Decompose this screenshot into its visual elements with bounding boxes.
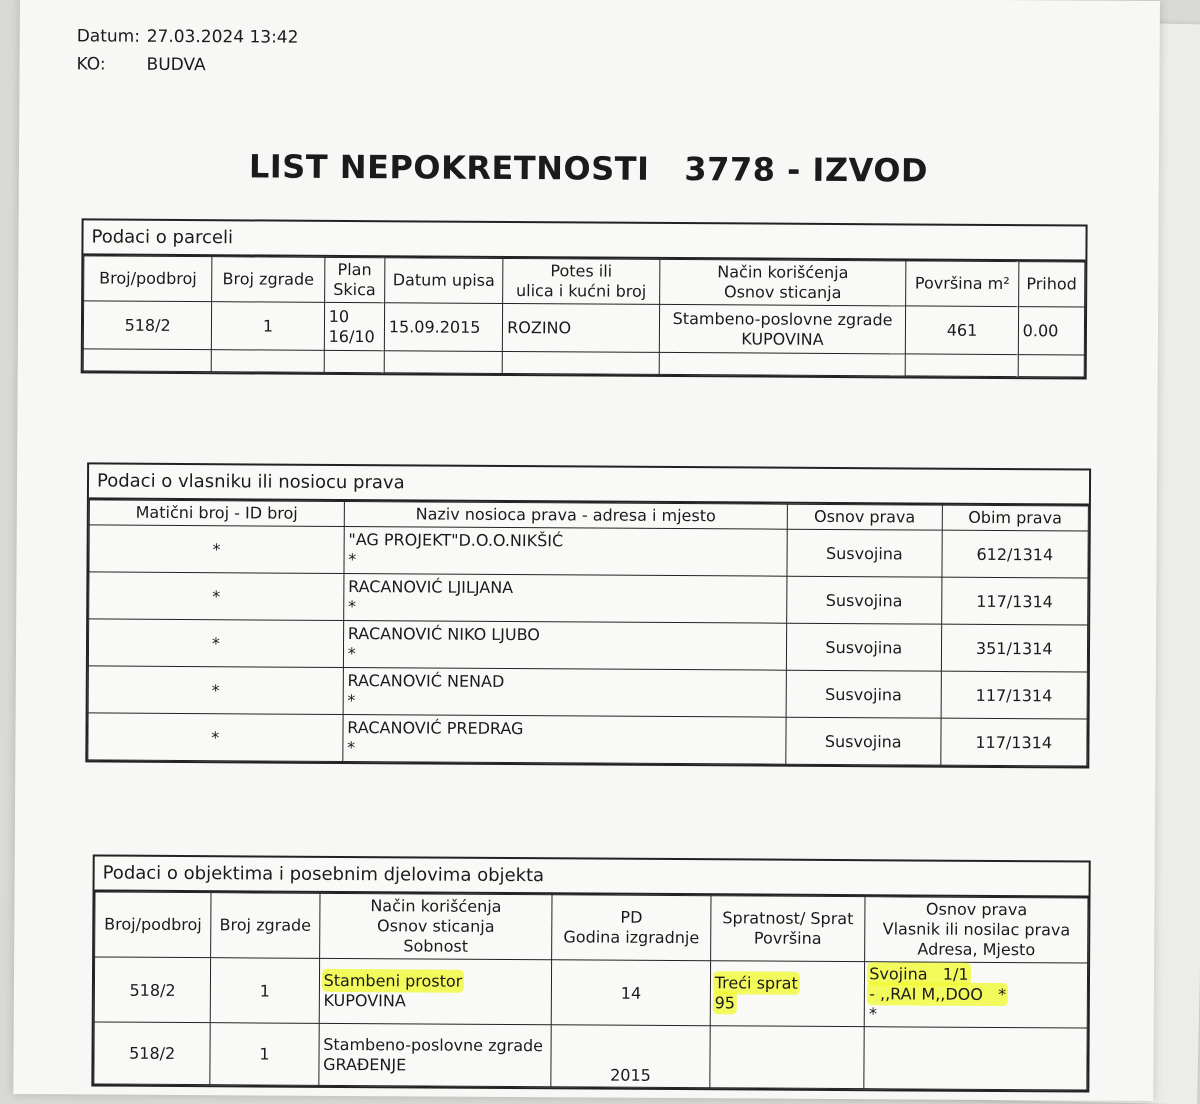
parcel-potes: ROZINO (503, 303, 660, 352)
table-row (89, 525, 1088, 578)
owner-id: * (88, 713, 343, 762)
building-broj: 518/2 (94, 1022, 211, 1085)
building-broj: 518/2 (94, 957, 211, 1023)
parcel-osnov: KUPOVINA (741, 328, 824, 349)
building-pravo-vlasnik (864, 1027, 1087, 1090)
owner-adresa: * (347, 644, 356, 664)
col-naziv-nosioca: Naziv nosioca prava - adresa i mjesto (344, 501, 787, 529)
document-meta (76, 22, 298, 79)
building-osnov: GRAĐENJE (323, 1054, 407, 1074)
owner-adresa: * (347, 738, 356, 758)
building-nacin: Stambeno-poslovne zgrade (323, 1034, 544, 1055)
owner-table (87, 499, 1089, 766)
owner-naziv-adresa (344, 526, 788, 576)
building-nacin: Stambeni prostor (323, 970, 463, 991)
ko-line (76, 50, 298, 79)
parcel-skica: 16/10 (328, 326, 375, 346)
parcel-nacin-osnov (659, 304, 906, 354)
building-osnov: KUPOVINA (323, 990, 406, 1011)
building-nacin-osnov (318, 1023, 551, 1086)
owner-osnov: Susvojina (787, 529, 942, 577)
ko-value: BUDVA (146, 54, 206, 76)
owner-osnov: Susvojina (787, 576, 942, 624)
col-maticni-broj: Matični broj - ID broj (89, 500, 344, 527)
table-row (88, 666, 1087, 719)
parcel-plan: 10 (328, 306, 350, 326)
owner-id: * (88, 619, 343, 668)
building-section-heading: Podaci o objektima i posebnim djelovima objekta (95, 856, 1089, 897)
parcel-section-heading: Podaci o parceli (83, 220, 1085, 261)
owner-naziv-adresa (343, 667, 787, 717)
parcel-zgrada: 1 (212, 302, 325, 351)
col-broj-podbroj: Broj/podbroj (84, 256, 213, 302)
building-pravo-vlasnik (864, 962, 1087, 1028)
building-pd: 14 (552, 960, 711, 1026)
datum-label: Datum: (76, 26, 141, 47)
owner-section (85, 462, 1091, 768)
parcel-section (81, 218, 1088, 379)
table-row (88, 619, 1087, 672)
parcel-povrsina: 461 (906, 306, 1019, 355)
building-adresa: * (868, 1004, 878, 1024)
col-broj-zgrade: Broj zgrade (211, 893, 320, 959)
building-section (91, 854, 1090, 1092)
owner-obim: 351/1314 (941, 624, 1088, 672)
datum-value: 27.03.2024 13:42 (146, 26, 299, 48)
building-table (93, 891, 1088, 1090)
parcel-table (83, 255, 1086, 377)
parcel-plan-skica (324, 302, 384, 350)
building-pravo: Svojina 1/1 (869, 964, 969, 984)
parcel-header-row (84, 256, 1085, 307)
col-prihod: Prihod (1018, 262, 1085, 307)
owner-naziv-adresa (343, 620, 787, 670)
building-nacin-osnov (319, 958, 552, 1024)
owner-obim: 117/1314 (941, 671, 1088, 719)
building-zgrada: 1 (211, 958, 320, 1024)
col-nacin-koriscenja: Način korišćenja Osnov sticanja (659, 259, 906, 306)
col-potes: Potes ili ulica i kućni broj (503, 258, 660, 304)
parcel-datum: 15.09.2015 (384, 303, 503, 352)
building-sprat-povrsina (710, 1026, 865, 1089)
building-sprat: Treći sprat (714, 973, 798, 993)
ko-label: KO: (76, 54, 106, 75)
owner-id: * (89, 572, 344, 621)
owner-obim: 117/1314 (941, 577, 1088, 625)
owner-obim: 612/1314 (941, 530, 1088, 578)
building-header-row (95, 892, 1088, 963)
col-obim-prava: Obim prava (942, 505, 1089, 531)
building-zgrada: 1 (210, 1023, 319, 1086)
building-sprat-povrsina (710, 961, 865, 1027)
owner-adresa: * (347, 691, 356, 711)
col-broj-podbroj: Broj/podbroj (95, 892, 212, 958)
owner-section-heading: Podaci o vlasniku ili nosiocu prava (89, 464, 1089, 505)
building-vlasnik: - ,,RAI M,,DOO * (869, 984, 1007, 1005)
owner-naziv: RACANOVIĆ LJILJANA (348, 577, 514, 598)
parcel-nacin: Stambeno-poslovne zgrade (672, 308, 893, 329)
parcel-prihod: 0.00 (1018, 307, 1085, 355)
owner-osnov: Susvojina (786, 623, 941, 671)
table-row (88, 713, 1087, 766)
table-row (89, 572, 1088, 625)
table-row (94, 957, 1087, 1028)
owner-naziv-adresa (343, 714, 787, 764)
building-povrsina: 95 (714, 993, 736, 1013)
owner-adresa: * (348, 550, 357, 570)
owner-naziv-adresa (343, 573, 787, 623)
document-title: LIST NEPOKRETNOSTI 3778 - IZVOD (248, 147, 929, 190)
col-broj-zgrade: Broj zgrade (212, 257, 325, 303)
col-nacin-sobnost: Način korišćenja Osnov sticanja Sobnost (319, 893, 552, 959)
owner-id: * (88, 666, 343, 715)
owner-naziv: RACANOVIĆ PREDRAG (347, 718, 524, 739)
col-osnov-prava: Osnov prava (787, 504, 942, 530)
owner-naziv: RACANOVIĆ NENAD (347, 671, 505, 691)
owner-osnov: Susvojina (786, 717, 941, 765)
owner-naziv: RACANOVIĆ NIKO LJUBO (347, 624, 540, 645)
parcel-broj: 518/2 (83, 301, 212, 350)
owner-adresa: * (347, 597, 357, 617)
col-datum-upisa: Datum upisa (384, 258, 503, 304)
col-osnov-vlasnik: Osnov prava Vlasnik ili nosilac prava Adresa, Mjesto (865, 897, 1088, 963)
col-pd-godina: PD Godina izgradnje (552, 895, 711, 961)
table-row-empty (83, 349, 1084, 377)
col-povrsina: Površina m² (906, 261, 1019, 307)
owner-naziv: "AG PROJEKT"D.O.O.NIKŠIĆ (348, 530, 564, 551)
owner-obim: 117/1314 (940, 718, 1087, 766)
col-spratnost: Spratnost/ Sprat Površina (710, 896, 865, 962)
col-plan-skica: Plan Skica (324, 257, 384, 302)
table-row (83, 301, 1084, 355)
building-pd: 2015 (551, 1025, 710, 1088)
document-page (13, 0, 1160, 1101)
owner-osnov: Susvojina (786, 670, 941, 718)
owner-id: * (89, 525, 344, 574)
datum-line (77, 22, 299, 51)
